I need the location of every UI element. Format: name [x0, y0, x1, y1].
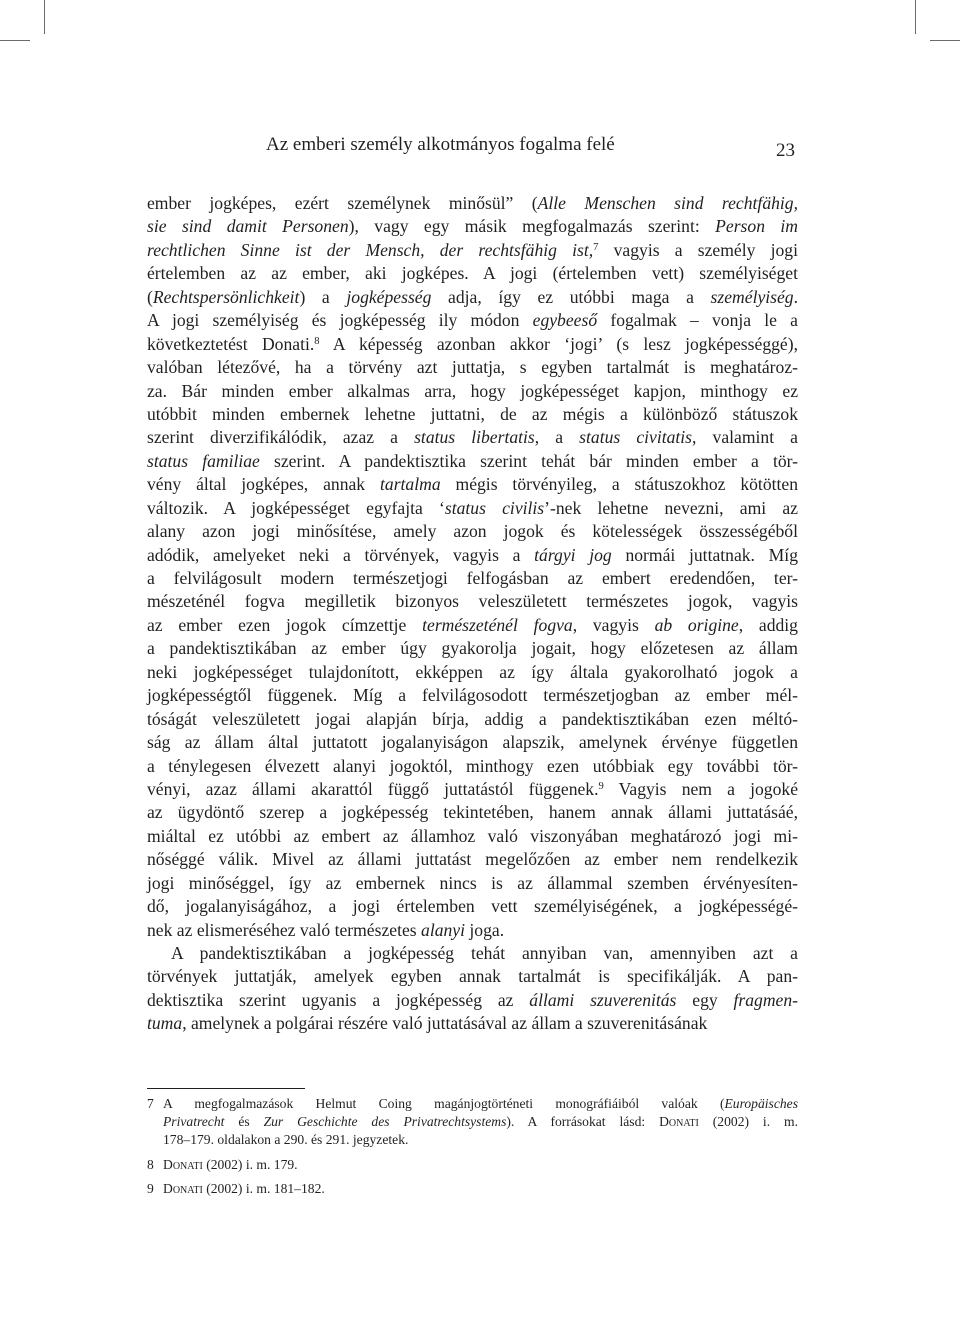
running-head: Az emberi személy alkotmányos fogalma felé — [266, 134, 615, 155]
body-line: status familiae szerint. A pandektisztika szerint tehát bár minden ember a tör- — [147, 450, 798, 471]
body-line: A pandektisztikában a jogképesség tehát annyiban van, amennyiben azt a — [171, 943, 798, 963]
body-line: utóbbit minden embernek lehetne juttatni, de az mégis a különböző státuszok — [147, 403, 798, 424]
page-number: 23 — [776, 140, 795, 161]
body-line: értelemben az az ember, aki jogképes. A jogi (értelemben vett) személyiséget — [147, 263, 798, 284]
body-line: jogi minőséggel, így az embernek nincs is az állammal szemben érvényesíten- — [147, 872, 798, 893]
footnote-9 — [147, 1180, 798, 1198]
body-line: nőséggé válik. Mivel az állami juttatást megelőzően az ember nem rendelkezik — [147, 849, 798, 870]
body-line: törvények juttatják, amelyek egyben annak tartalmát is specifikálják. A pan- — [147, 966, 798, 987]
body-line: dő, jogalanyiságához, a jogi értelemben vett személyiségének, a jogképességé- — [147, 896, 798, 917]
body-line: za. Bár minden ember alkalmas arra, hogy jogképességet kapjon, minthogy ez — [147, 380, 798, 401]
footnote-line: Donati (2002) i. m. 181–182. — [163, 1180, 325, 1196]
footnote-line: 178–179. oldalakon a 290. és 291. jegyzetek. — [163, 1132, 409, 1148]
body-line: változik. A jogképességet egyfajta ‘status civilis’-nek lehetne nevezni, ami az — [147, 497, 798, 518]
body-line: neki jogképességet tulajdonított, ekképpen az így általa gyakorolható jogok a — [147, 661, 798, 682]
body-line: a ténylegesen élvezett alanyi jogoktól, minthogy ezen utóbbiak egy további tör- — [147, 755, 798, 776]
body-line: az ember ezen jogok címzettje természeténél fogva, vagyis ab origine, addig — [147, 614, 798, 635]
body-line: rechtlichen Sinne ist der Mensch, der rechtsfähig ist,$^7$ vagyis a személy jogi — [147, 239, 798, 260]
footnote-7 — [147, 1095, 798, 1150]
body-line: miáltal ez utóbbi az embert az államhoz való viszonyában meghatározó jogi mi- — [147, 825, 798, 846]
body-line: vényi, azaz állami akarattól függő juttatástól függenek.$^9$ Vagyis nem a jogoké — [147, 778, 799, 799]
body-line: szerint diverzifikálódik, azaz a status libertatis, a status civitatis, valamint a — [147, 427, 798, 448]
body-line: tuma, amelynek a polgárai részére való juttatásával az állam a szuverenitásának — [147, 1013, 708, 1034]
body-line: a felvilágosult modern természetjogi felfogásban az embert eredendően, ter- — [147, 568, 798, 588]
footnote-8 — [147, 1156, 798, 1174]
body-line: (Rechtspersönlichkeit) a jogképesség adja, így ez utóbbi maga a személyiség. — [147, 286, 799, 307]
body-line: ság az állam által juttatott jogalanyiságon alapszik, amelynek érvénye független — [147, 732, 798, 753]
footnote-number: 9 — [147, 1180, 154, 1196]
body-line: a pandektisztikában az ember úgy gyakorolja jogait, hogy előzetesen az állam — [147, 638, 798, 659]
crop-mark-top-right-vertical — [915, 0, 916, 34]
body-line: sie sind damit Personen), vagy egy másik megfogalmazás szerint: Person im — [147, 216, 799, 237]
body-line: dektisztika szerint ugyanis a jogképesség az állami szuverenitás egy fragmen- — [147, 989, 798, 1010]
footnote-line: Privatrecht és Zur Geschichte des Privatrechtsystems). A forrásokat lásd: Donati (2002) i. m. — [163, 1114, 798, 1130]
body-line: adódik, amelyeket neki a törvények, vagyis a tárgyi jog normái juttatnak. Míg — [147, 544, 798, 565]
crop-mark-top-right-horizontal — [930, 40, 960, 41]
body-line: A jogi személyiség és jogképesség ily módon egybeeső fogalmak – vonja le a — [147, 310, 798, 331]
body-line: ember jogképes, ezért személynek minősül” (Alle Menschen sind rechtfähig, — [147, 193, 798, 213]
body-line: következtetést Donati.$^8$ A képesség azonban akkor ‘jogi’ (s lesz jogképességgé), — [147, 333, 798, 354]
footnote-line: Donati (2002) i. m. 179. — [163, 1156, 298, 1172]
body-line: valóban létezővé, ha a törvény azt juttatja, s egyben tartalmát is meghatároz- — [147, 357, 798, 378]
footnotes — [147, 1095, 798, 1198]
footnote-number: 7 — [147, 1096, 154, 1111]
crop-mark-top-left-horizontal — [0, 40, 30, 41]
footnote-line: A megfogalmazások Helmut Coing magánjogtörténeti monográfiáiból valóak (Europäisches — [163, 1096, 798, 1111]
footnote-number: 8 — [147, 1156, 154, 1172]
body-line: nek az elismeréséhez való természetes alanyi joga. — [147, 919, 505, 940]
crop-mark-top-left-vertical — [44, 0, 45, 34]
body-line: jogképességtől függenek. Míg a felvilágosodott természetjogban az ember mél- — [147, 685, 798, 706]
body-line: alany azon jogi minősítése, amely azon jogok és kötelességek összességéből — [147, 521, 798, 542]
body-line: vény által jogképes, annak tartalma mégis törvényileg, a státuszokhoz kötötten — [147, 474, 798, 495]
body-line: mészeténél fogva megilletik bizonyos veleszületett természetes jogok, vagyis — [147, 591, 798, 612]
footnote-rule — [147, 1088, 305, 1089]
body-line: az ügydöntő szerep a jogképesség tekintetében, hanem annak állami juttatásáé, — [147, 802, 798, 823]
body-line: tóságát veleszületett jogai alapján bírja, addig a pandektisztikában ezen méltó- — [147, 708, 798, 729]
body-text — [147, 192, 798, 1036]
